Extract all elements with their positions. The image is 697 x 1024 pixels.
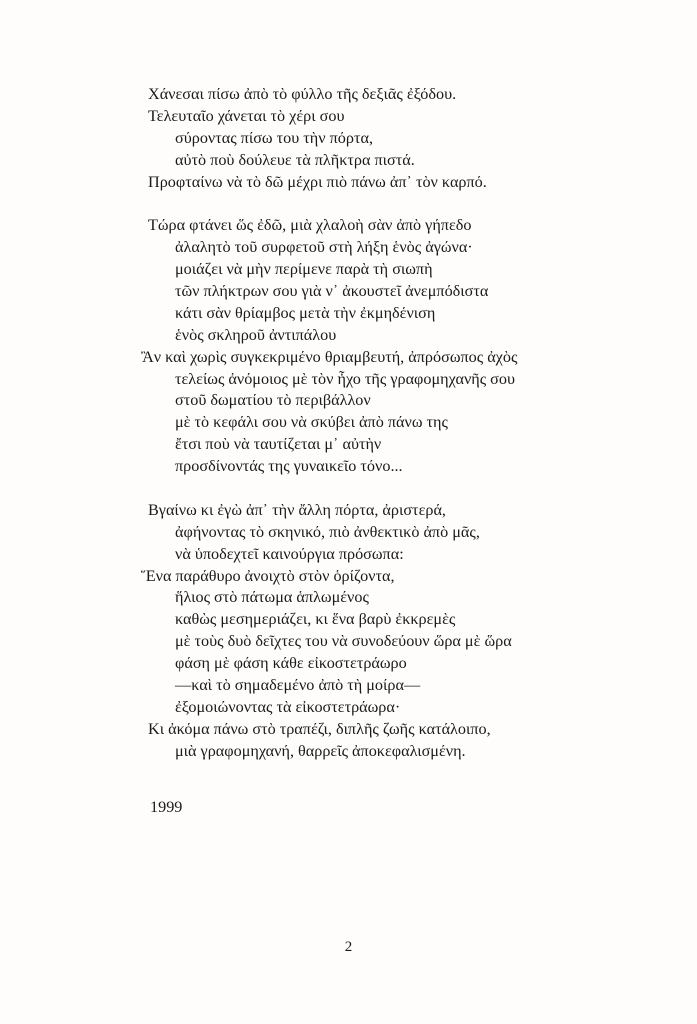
- page-number: 2: [344, 939, 353, 955]
- stanza-2: [141, 215, 668, 478]
- poem-line: μὲ τοὺς δυὸ δεῖχτες του νὰ συνοδεύουν ὥρα μὲ ὥρα: [175, 632, 512, 651]
- poem-line: Ἂν καὶ χωρὶς συγκεκριμένο θριαμβευτή, ἀπρόσωπος ἀχὸς: [141, 347, 518, 366]
- poem-line: ἀλαλητὸ τοῦ συρφετοῦ στὴ λήξη ἑνὸς ἀγώνα·: [175, 238, 473, 257]
- poem-line: Προφταίνω νὰ τὸ δῶ μέχρι πιὸ πάνω ἀπ᾽ τὸν καρπό.: [148, 172, 487, 191]
- poem-line: προσδίνοντάς της γυναικεῖο τόνο...: [175, 457, 403, 476]
- poem-date: 1999: [150, 798, 183, 816]
- poem-line: Χάνεσαι πίσω ἀπὸ τὸ φύλλο τῆς δεξιᾶς ἐξόδου.: [148, 85, 457, 103]
- poem-line: τελείως ἀνόμοιος μὲ τὸν ἦχο τῆς γραφομηχανῆς σου: [175, 369, 516, 388]
- poem-line: Ἕνα παράθυρο ἀνοιχτὸ στὸν ὁρίζοντα,: [141, 566, 395, 585]
- poem-line: ἐξομοιώνοντας τὰ εἰκοστετράωρα·: [175, 697, 401, 716]
- poem-line: φάση μὲ φάση κάθε εἰκοστετράωρο: [175, 654, 407, 673]
- poem-line: σύροντας πίσω του τὴν πόρτα,: [175, 128, 374, 147]
- poem-line: αὐτὸ ποὺ δούλευε τὰ πλῆκτρα πιστά.: [175, 150, 415, 169]
- poem-line: μιὰ γραφομηχανή, θαρρεῖς ἀποκεφαλισμένη.: [175, 741, 466, 760]
- poem-body: [141, 84, 668, 763]
- poem-line: Βγαίνω κι ἐγὼ ἀπ᾽ τὴν ἄλλη πόρτα, ἀριστερά,: [148, 500, 446, 519]
- poem-line: καθὼς μεσημεριάζει, κι ἕνα βαρὺ ἐκκρεμὲς: [175, 610, 456, 629]
- stanza-1: [148, 84, 668, 193]
- poem-line: κάτι σὰν θρίαμβος μετὰ τὴν ἐκμηδένιση: [175, 303, 436, 322]
- poem-line: —καὶ τὸ σημαδεμένο ἀπὸ τὴ μοίρα—: [175, 676, 421, 695]
- poem-line: στοῦ δωματίου τὸ περιβάλλον: [175, 391, 371, 410]
- poem-line: ἥλιος στὸ πάτωμα ἁπλωμένος: [175, 588, 369, 607]
- poem-line: νὰ ὑποδεχτεῖ καινούργια πρόσωπα:: [175, 544, 404, 563]
- poem-line: ἔτσι ποὺ νὰ ταυτίζεται μ᾽ αὐτὴν: [175, 435, 382, 454]
- poem-line: τῶν πλήκτρων σου γιὰ ν᾽ ἀκουστεῖ ἀνεμπόδιστα: [175, 282, 489, 301]
- poem-line: Τώρα φτάνει ὥς ἐδῶ, μιὰ χλαλοὴ σὰν ἀπὸ γήπεδο: [148, 216, 472, 235]
- poem-line: μοιάζει νὰ μὴν περίμενε παρὰ τὴ σιωπὴ: [175, 260, 433, 279]
- poem-line: Κι ἀκόμα πάνω στὸ τραπέζι, διπλῆς ζωῆς κατάλοιπο,: [148, 719, 491, 738]
- poem-line: Τελευταῖο χάνεται τὸ χέρι σου: [148, 106, 345, 125]
- poem-line: ἑνὸς σκληροῦ ἀντιπάλου: [175, 325, 337, 344]
- stanza-3: [141, 500, 668, 763]
- poem-line: μὲ τὸ κεφάλι σου νὰ σκύβει ἀπὸ πάνω της: [175, 413, 448, 432]
- poem-line: ἀφήνοντας τὸ σκηνικό, πιὸ ἀνθεκτικὸ ἀπὸ μᾶς,: [175, 522, 480, 541]
